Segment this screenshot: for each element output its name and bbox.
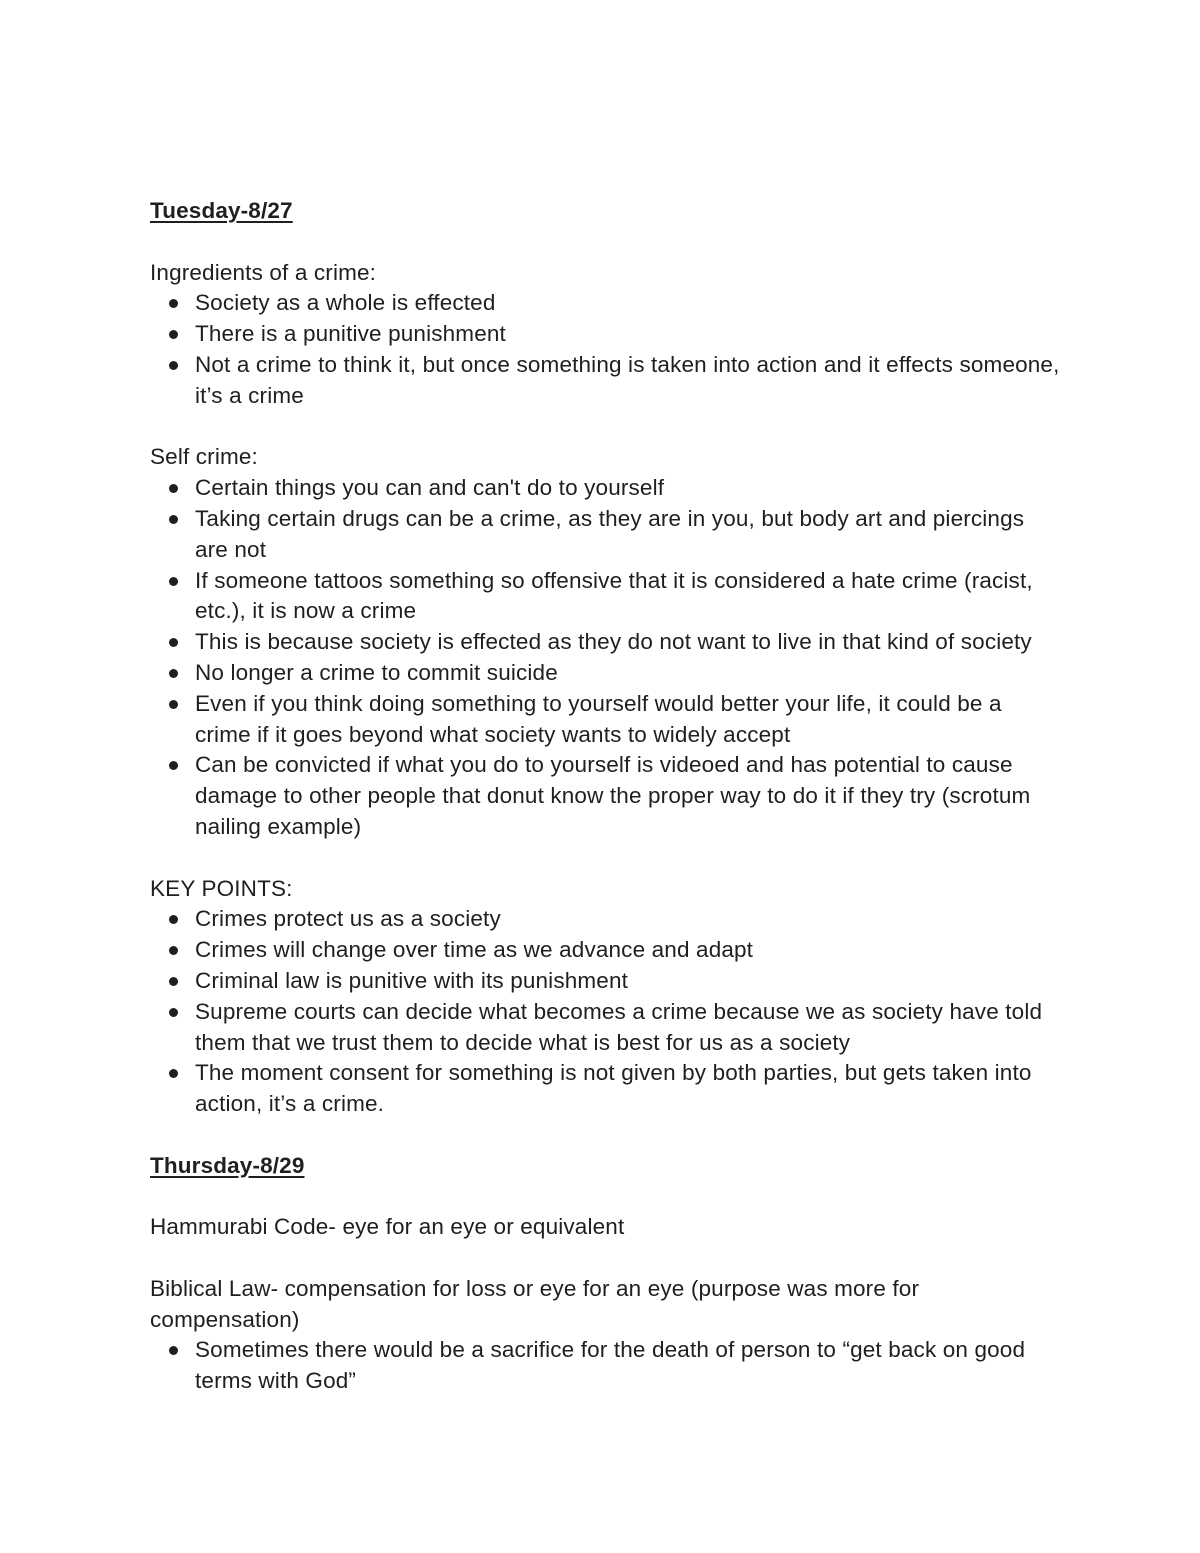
bullet-icon <box>169 977 178 986</box>
bullet-list <box>150 288 1060 411</box>
paragraph: Self crime: <box>150 444 258 470</box>
bullet-list <box>150 1335 1060 1397</box>
list-item-text: Taking certain drugs can be a crime, as they are in you, but body art and piercings are not <box>195 505 1025 562</box>
list-item <box>195 319 1060 350</box>
spacer <box>150 843 1060 874</box>
list-item <box>195 966 1060 997</box>
list-item <box>195 904 1060 935</box>
spacer <box>150 227 1060 258</box>
list-item <box>195 997 1060 1059</box>
list-item <box>195 350 1060 412</box>
bullet-icon <box>169 1008 178 1017</box>
bullet-icon <box>169 761 178 770</box>
spacer <box>150 1182 1060 1213</box>
list-item <box>195 1335 1060 1397</box>
bullet-list <box>150 473 1060 843</box>
spacer <box>150 1243 1060 1274</box>
list-item-text: Can be convicted if what you do to yourself is videoed and has potential to cause damage to other people that donut know the proper way to do it if they try (scrotum nailing example) <box>195 752 1031 839</box>
section-heading: Tuesday-8/27 <box>150 198 293 223</box>
list-item-text: Certain things you can and can't do to yourself <box>195 475 665 501</box>
list-item-text: Even if you think doing something to yourself would better your life, it could be a crime if it goes beyond what society wants to widely accept <box>195 690 1002 747</box>
paragraph: Hammurabi Code- eye for an eye or equivalent <box>150 1214 625 1240</box>
list-item-text: Not a crime to think it, but once something is taken into action and it effects someone, it’s a crime <box>195 351 1060 408</box>
list-item-text: There is a punitive punishment <box>195 321 506 347</box>
bullet-icon <box>169 515 178 524</box>
list-item <box>195 566 1060 628</box>
bullet-icon <box>169 1069 178 1078</box>
list-item-text: Criminal law is punitive with its punishment <box>195 967 629 993</box>
bullet-icon <box>169 700 178 709</box>
list-item-text: Crimes protect us as a society <box>195 906 501 932</box>
bullet-icon <box>169 299 178 308</box>
spacer <box>150 1120 1060 1151</box>
list-item <box>195 658 1060 689</box>
bullet-icon <box>169 638 178 647</box>
list-item <box>195 473 1060 504</box>
bullet-icon <box>169 361 178 370</box>
bullet-icon <box>169 577 178 586</box>
list-item-text: The moment consent for something is not given by both parties, but gets taken into action, it’s a crime. <box>195 1060 1032 1117</box>
bullet-list <box>150 904 1060 1120</box>
section-heading: Thursday-8/29 <box>150 1152 305 1178</box>
bullet-icon <box>169 915 178 924</box>
list-item-text: Sometimes there would be a sacrifice for the death of person to “get back on good terms with God” <box>195 1337 1026 1394</box>
list-item-text: No longer a crime to commit suicide <box>195 659 558 685</box>
paragraph: Ingredients of a crime: <box>150 259 377 285</box>
bullet-icon <box>169 1346 178 1355</box>
list-item <box>195 504 1060 566</box>
list-item <box>195 935 1060 966</box>
list-item <box>195 288 1060 319</box>
list-item-text: Supreme courts can decide what becomes a crime because we as society have told them that we trust them to decide what is best for us as a society <box>195 998 1043 1055</box>
list-item-text: This is because society is effected as they do not want to live in that kind of society <box>195 629 1032 655</box>
list-item <box>195 1058 1060 1120</box>
list-item-text: Society as a whole is effected <box>195 290 496 316</box>
bullet-icon <box>169 330 178 339</box>
bullet-icon <box>169 484 178 493</box>
list-item <box>195 750 1060 842</box>
list-item <box>195 627 1060 658</box>
document-body <box>150 196 1060 1397</box>
list-item <box>195 689 1060 751</box>
list-item-text: If someone tattoos something so offensive that it is considered a hate crime (racist, etc.), it is now a crime <box>195 567 1033 624</box>
bullet-icon <box>169 669 178 678</box>
bullet-icon <box>169 946 178 955</box>
list-item-text: Crimes will change over time as we advance and adapt <box>195 937 754 963</box>
paragraph: KEY POINTS: <box>150 875 293 901</box>
paragraph: Biblical Law- compensation for loss or eye for an eye (purpose was more for compensation) <box>150 1275 920 1332</box>
spacer <box>150 412 1060 443</box>
